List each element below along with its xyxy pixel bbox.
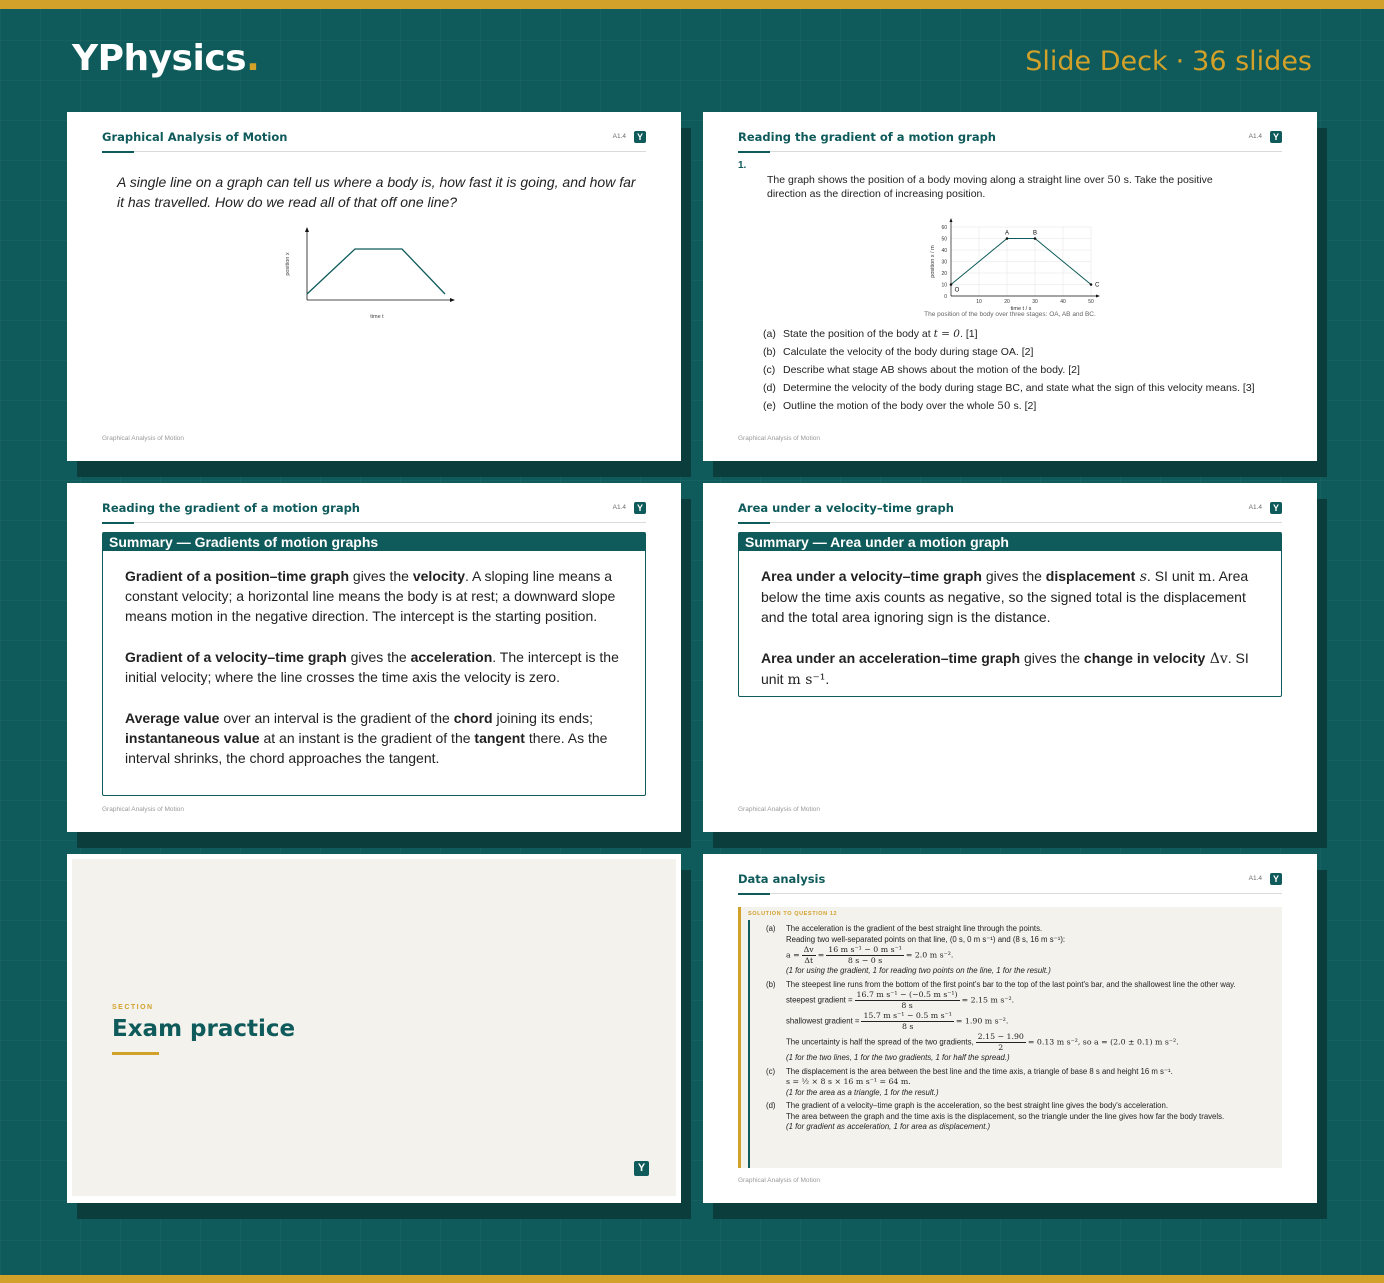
slide-count: 36 slides	[1192, 46, 1312, 77]
solution-part-d	[766, 1101, 1274, 1133]
slide-footer: Graphical Analysis of Motion	[102, 435, 185, 442]
deck-separator: ·	[1175, 46, 1185, 77]
x-axis-label: time t / s	[1010, 306, 1032, 312]
question-part-d	[763, 380, 1303, 398]
position-time-chart	[923, 217, 1108, 312]
summary-box	[102, 532, 646, 796]
deck-label: Slide Deck	[1025, 46, 1168, 77]
solution-equation: shallowest gradient = $\frac{\text{15.7 m s⁻¹ − 0.5 m s⁻¹}}{8 s}$ = 1.90 m s⁻².	[786, 1011, 1009, 1031]
point-label: C	[1095, 282, 1100, 289]
slide-code: A1.4	[1248, 504, 1262, 511]
slide-thumbnail-4[interactable]	[703, 483, 1317, 832]
solution-line: The area between the graph and the time axis is the displacement, so the triangle under the line gives how far the body travels.	[786, 1111, 1225, 1121]
brand-dot: .	[246, 38, 260, 79]
slide-footer: Graphical Analysis of Motion	[102, 806, 185, 813]
solution-rule	[748, 920, 750, 1168]
y-logo-icon: Y	[1270, 131, 1282, 143]
data-point	[1090, 283, 1093, 286]
x-axis-arrow	[1096, 295, 1100, 298]
slide-thumbnail-6[interactable]	[703, 854, 1317, 1203]
mark-scheme: (1 for the area as a triangle, 1 for the result.)	[786, 1087, 939, 1097]
summary-box	[738, 532, 1282, 697]
y-tick-label: 30	[941, 259, 947, 266]
solution-kicker: SOLUTION TO QUESTION 12	[748, 911, 838, 917]
point-label: O	[954, 287, 960, 294]
section-kicker: SECTION	[112, 1004, 154, 1011]
part-text: Calculate the velocity of the body during stage OA. [2]	[783, 346, 1034, 358]
part-text: Outline the motion of the body over the whole	[783, 400, 998, 412]
y-tick-label: 20	[941, 270, 947, 277]
solution-part-b	[766, 980, 1274, 1064]
y-axis-label: position x / m	[930, 245, 936, 278]
section-title: Exam practice	[112, 1016, 296, 1042]
stem-text: . Take the positive direction as the direction of increasing position.	[767, 174, 1213, 200]
part-label: (d)	[763, 382, 776, 394]
data-point	[1034, 237, 1037, 240]
slide-code: A1.4	[1248, 875, 1262, 882]
part-label: (a)	[763, 328, 776, 340]
title-underline	[738, 151, 770, 153]
part-text: . [1]	[959, 328, 978, 340]
brand-logo[interactable]	[72, 38, 259, 79]
solution-line: The displacement is the area between the best line and the time axis, a triangle of base 8 s and height 16 m s⁻¹.	[786, 1066, 1173, 1076]
summary-body	[739, 551, 1281, 696]
solution-equation: The uncertainty is half the spread of the two gradients, $\frac{2.15 - 1.90}{2}$ = 0.13 m s⁻², so a = (2.0 ± 0.1) m s⁻².	[786, 1032, 1179, 1052]
mark-scheme: (1 for gradient as acceleration, 1 for area as displacement.)	[786, 1122, 991, 1131]
solution-part-a	[766, 924, 1274, 977]
part-math: 50	[997, 400, 1011, 412]
slide-title: Graphical Analysis of Motion	[102, 130, 288, 144]
y-tick-label: 40	[941, 247, 947, 254]
part-text: State the position of the body at	[783, 328, 934, 340]
question-parts	[763, 326, 1303, 416]
graph-x-label: time t	[370, 314, 384, 320]
graph-y-label: position x	[285, 252, 291, 276]
y-tick-label: 0	[944, 293, 947, 300]
solution-line: The steepest line runs from the bottom of the first point's bar to the top of the last point's bar, and the shallowest line the other way.	[786, 979, 1236, 989]
slide-title: Reading the gradient of a motion graph	[102, 501, 360, 515]
y-tick-label: 10	[941, 282, 947, 289]
x-tick-label: 40	[1060, 299, 1066, 305]
title-underline	[102, 151, 134, 153]
slide-code: A1.4	[612, 504, 626, 511]
solution-equation: steepest gradient = $\frac{\text{16.7 m s⁻¹ − (−0.5 m s⁻¹)}}{8 s}$ = 2.15 m s⁻².	[786, 990, 1015, 1010]
part-text: Determine the velocity of the body during stage BC, and state what the sign of this velocity means. [3]	[783, 382, 1255, 394]
title-underline	[102, 522, 134, 524]
solution-line: Reading two well-separated points on that line, (0 s, 0 m s⁻¹) and (8 s, 16 m s⁻¹):	[786, 934, 1066, 944]
summary-point: Gradient of a position–time graph gives the velocity. A sloping line means a constant velocity; a horizontal line means the body is at rest; a downward slope means motion in the negative direction. The intercept is the starting position.	[125, 568, 616, 624]
question-stem	[767, 173, 1237, 201]
question-part-c	[763, 362, 1303, 380]
summary-title: Summary — Area under a motion graph	[739, 533, 1281, 551]
slide-header	[102, 500, 646, 523]
stem-unit: s	[1120, 174, 1129, 186]
question-number: 1.	[738, 160, 747, 171]
part-label: (d)	[766, 1101, 776, 1110]
stem-math: 50	[1107, 174, 1121, 186]
solution-line: The gradient of a velocity–time graph is the acceleration, so the best straight line gives the body's acceleration.	[786, 1101, 1169, 1110]
summary-point: Average value over an interval is the gradient of the chord joining its ends; instantaneous value at an instant is the gradient of the tangent there. As the interval shrinks, the chord approaches the tangent.	[125, 710, 608, 766]
figure-caption: The position of the body over three stages: OA, AB and BC.	[924, 311, 1096, 318]
mark-scheme: (1 for using the gradient, 1 for reading two points on the line, 1 for the result.)	[786, 966, 1051, 975]
question-part-a	[763, 326, 1303, 344]
section-rule	[112, 1052, 159, 1055]
summary-point: Area under a velocity–time graph gives the displacement s. SI unit m. Area below the time axis counts as negative, so the signed total is the displacement and the total area ignoring sign is the distance.	[761, 568, 1249, 625]
bottom-accent-band	[0, 1275, 1384, 1283]
deck-info	[1025, 46, 1312, 77]
solution-line: The acceleration is the gradient of the best straight line through the points.	[786, 924, 1043, 933]
solution-body	[766, 924, 1274, 1133]
data-point	[1006, 237, 1009, 240]
y-logo-icon: Y	[634, 1161, 649, 1176]
solution-equation: s = ½ × 8 s × 16 m s⁻¹ = 64 m.	[786, 1077, 911, 1086]
slide-thumbnail-5[interactable]	[67, 854, 681, 1203]
slide-footer: Graphical Analysis of Motion	[738, 435, 821, 442]
slide-header	[102, 129, 646, 152]
title-underline	[738, 893, 770, 895]
slide-title: Data analysis	[738, 872, 826, 886]
brand-name: YPhysics	[72, 38, 247, 79]
slide-header	[738, 129, 1282, 152]
slide-thumbnail-1[interactable]	[67, 112, 681, 461]
stem-text: The graph shows the position of a body moving along a straight line over	[767, 174, 1108, 186]
y-tick-label: 60	[941, 224, 947, 231]
slide-header	[738, 871, 1282, 894]
part-text: Describe what stage AB shows about the motion of the body. [2]	[783, 364, 1080, 376]
x-tick-label: 50	[1088, 299, 1094, 305]
point-label: A	[1004, 230, 1010, 237]
part-label: (c)	[763, 364, 776, 376]
mark-scheme: (1 for the two lines, 1 for the two gradients, 1 for half the spread.)	[786, 1053, 1010, 1062]
y-axis-arrow	[950, 218, 953, 222]
part-label: (b)	[766, 979, 776, 989]
x-axis-arrow	[450, 298, 455, 302]
part-label: (e)	[763, 400, 776, 412]
part-math: t = 0	[933, 328, 960, 340]
slide-code: A1.4	[1248, 133, 1262, 140]
x-tick-label: 20	[1004, 299, 1010, 305]
solution-part-c	[766, 1067, 1274, 1099]
slide-code: A1.4	[612, 133, 626, 140]
question-part-e	[763, 398, 1303, 416]
solution-equation: a = $\frac{\Delta v}{\Delta t}$ = $\frac{\text{16 m s⁻¹ − 0 m s⁻¹}}{8 s - 0 s}$ = 2.0 m s⁻².	[786, 945, 954, 965]
summary-point: Gradient of a velocity–time graph gives the acceleration. The intercept is the initial velocity; where the line crosses the time axis the velocity is zero.	[125, 649, 619, 685]
slide-thumbnail-3[interactable]	[67, 483, 681, 832]
point-label: B	[1032, 230, 1038, 237]
part-label: (b)	[763, 346, 776, 358]
solution-panel	[738, 907, 1282, 1168]
slide-header	[738, 500, 1282, 523]
slide-title: Reading the gradient of a motion graph	[738, 130, 996, 144]
slide-title: Area under a velocity–time graph	[738, 501, 954, 515]
y-logo-icon: Y	[634, 131, 646, 143]
hook-question: A single line on a graph can tell us where a body is, how fast it is going, and how far it has travelled. How do we read all of that off one line?	[117, 174, 636, 210]
slide-thumbnail-2[interactable]	[703, 112, 1317, 461]
x-tick-label: 10	[976, 299, 982, 305]
part-text: s. [2]	[1010, 400, 1037, 412]
motion-line	[307, 249, 445, 294]
y-tick-label: 50	[941, 236, 947, 243]
part-label: (a)	[766, 924, 776, 933]
y-logo-icon: Y	[1270, 502, 1282, 514]
y-logo-icon: Y	[634, 502, 646, 514]
part-label: (c)	[766, 1066, 776, 1076]
question-part-b	[763, 344, 1303, 362]
x-tick-label: 30	[1032, 299, 1038, 305]
summary-title: Summary — Gradients of motion graphs	[103, 533, 645, 551]
summary-body	[103, 551, 645, 795]
trapezoid-motion-graph	[277, 222, 477, 322]
y-logo-icon: Y	[1270, 873, 1282, 885]
top-accent-band	[0, 0, 1384, 9]
section-slide-body	[72, 859, 676, 1196]
slide-footer: Graphical Analysis of Motion	[738, 806, 821, 813]
y-axis-arrow	[305, 227, 309, 232]
slide-footer: Graphical Analysis of Motion	[738, 1177, 821, 1184]
data-point	[950, 283, 953, 286]
summary-point: Area under an acceleration–time graph gives the change in velocity Δv. SI unit m s⁻¹.	[761, 650, 1249, 688]
title-underline	[738, 522, 770, 524]
